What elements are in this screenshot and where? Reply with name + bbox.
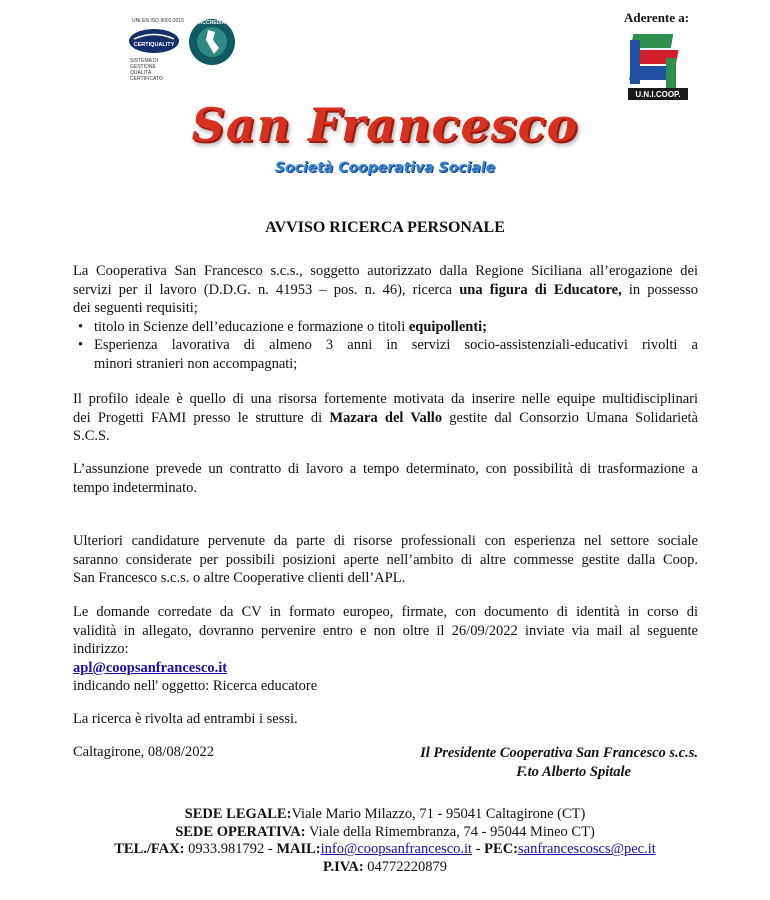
requirement-text-2: minori stranieri non accompagnati; [94, 355, 298, 372]
piva-value: 04772220879 [363, 859, 448, 876]
tel-value: 0933.981792 - [184, 841, 277, 858]
profile-line-1: Il profilo ideale è quello di una risorsa fortemente motivata da inserire nelle equipe multidisciplinari [73, 391, 698, 407]
further-paragraph [73, 532, 698, 588]
footer-contacts [0, 841, 770, 859]
requirement-text: • Esperienza lavorativa di almeno 3 anni in servizi socio-assistenziali-educativi rivolti a [94, 337, 698, 353]
cert-badge-text: CERTIQUALITY [133, 42, 175, 48]
contract-line-1: L’assunzione prevede un contratto di lavoro a tempo determinato, con possibilità di trasformazione a [73, 461, 698, 477]
aderente-label: Aderente a: [624, 10, 690, 25]
location-highlight: Mazara del Vallo [329, 409, 443, 426]
unicoop-text: U.N.I.COOP. [635, 90, 681, 99]
signature-title: Il Presidente Cooperativa San Francesco s.c.s. [420, 745, 698, 761]
intro-line-3: dei seguenti requisiti; [73, 300, 198, 316]
accredia-logo [188, 14, 236, 74]
intro-text-end: in possesso [621, 281, 698, 298]
further-line-3: San Francesco s.c.s. o altre Cooperative clienti dell’APL. [73, 570, 406, 586]
application-line-3: indirizzo: [73, 641, 129, 657]
intro-text: servizi per il lavoro (D.D.G. n. 41953 – pos. n. 46), ricerca [73, 281, 460, 298]
requirement-text: titolo in Scienze dell’educazione e formazione o titoli [94, 318, 409, 335]
footer-piva [0, 859, 770, 877]
certiquality-badge-icon [128, 26, 180, 56]
role-highlight: una figura di Educatore, [459, 281, 622, 298]
profile-line-2 [73, 409, 698, 428]
both-sexes-note [73, 710, 698, 729]
requirement-item [73, 318, 698, 337]
accredia-text: ACCREDIA [198, 20, 226, 26]
mail-label: MAIL: [276, 841, 321, 858]
place-date: Caltagirone, 08/08/2022 [73, 744, 214, 760]
pec-label: PEC: [484, 841, 519, 858]
sede-operativa-label: SEDE OPERATIVA: [175, 823, 306, 840]
signature-block [420, 744, 698, 781]
signature-name: F.to Alberto Spitale [516, 763, 631, 780]
further-line-2: saranno considerate per possibili posizioni aperte nell’ambito di altre commesse gestite dalla Coop. [73, 551, 698, 568]
sede-legale-label: SEDE LEGALE: [184, 806, 292, 822]
footer-pec-link[interactable]: sanfrancescoscs@pec.it [518, 841, 656, 858]
sede-operativa-value: Viale della Rimembranza, 74 - 95044 Mineo CT) [305, 823, 595, 840]
profile-paragraph [73, 390, 698, 446]
sede-legale-value: Viale Mario Milazzo, 71 - 95041 Caltagirone (CT) [291, 806, 586, 822]
piva-label: P.IVA: [322, 859, 364, 876]
footer-sede-legale [0, 806, 770, 824]
intro-line-2 [73, 281, 698, 300]
profile-text-end: gestite dal Consorzio Umana Solidarietà [442, 409, 698, 426]
application-email-link[interactable]: apl@coopsanfrancesco.it [73, 659, 228, 676]
tel-label: TEL./FAX: [114, 841, 185, 858]
application-line-2: validità in allegato, dovranno pervenire entro e non oltre il 26/09/2022 inviate via mail al seguente [73, 622, 698, 639]
cert-caption: SISTEMA DI GESTIONE QUALITÀ CERTIFICATO [130, 58, 163, 82]
subject-line: indicando nell' oggetto: Ricerca educatore [73, 678, 318, 694]
requirement-bold: equipollenti; [408, 318, 488, 335]
page-title: AVVISO RICERCA PERSONALE [265, 219, 505, 236]
further-line-1: Ulteriori candidature pervenute da parte di risorse professionali con esperienza nel settore sociale [73, 533, 698, 549]
certiquality-logo [128, 18, 184, 82]
footer-mail-link[interactable]: info@coopsanfrancesco.it [320, 841, 473, 858]
brand-subtitle: Società Cooperativa Sociale [274, 160, 496, 176]
separator: - [472, 841, 485, 858]
accredia-seal-icon [188, 14, 236, 74]
footer [0, 806, 770, 877]
application-line-1: Le domande corredate da CV in formato europeo, firmate, con documento di identità in corso di [73, 604, 698, 620]
application-email-line [73, 659, 698, 678]
unicoop-logo [626, 30, 690, 104]
both-sexes-text: La ricerca è rivolta ad entrambi i sessi. [73, 711, 298, 727]
profile-text: dei Progetti FAMI presso le strutture di [73, 409, 330, 426]
brand-name: San Francesco [191, 98, 579, 152]
requirement-item [73, 336, 698, 373]
requirements-list [73, 318, 698, 374]
intro-line-1: La Cooperativa San Francesco s.c.s., soggetto autorizzato dalla Regione Siciliana all’erogazione dei [73, 263, 698, 279]
cert-standard-text: UNI EN ISO 9001:2015 [132, 18, 184, 24]
intro-paragraph [73, 262, 698, 373]
contract-line-2: tempo indeterminato. [73, 479, 198, 496]
contract-paragraph [73, 460, 698, 497]
footer-sede-operativa [0, 824, 770, 842]
unicoop-logo-icon [626, 30, 690, 104]
application-paragraph [73, 603, 698, 696]
profile-line-3: S.C.S. [73, 428, 110, 444]
